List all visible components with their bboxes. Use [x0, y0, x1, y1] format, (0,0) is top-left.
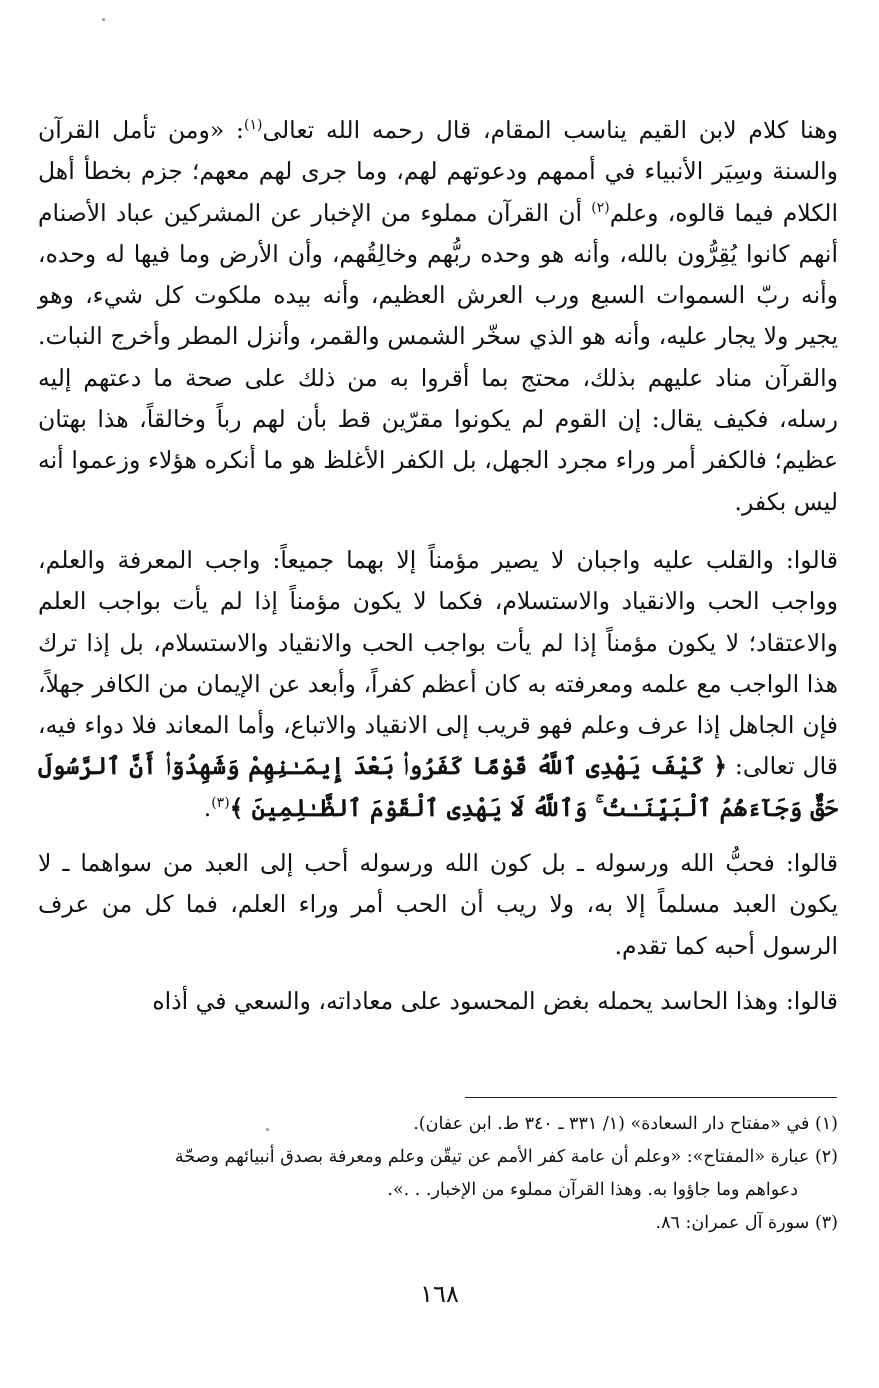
footnote-text: سورة آل عمران: ٨٦.	[655, 1213, 810, 1233]
paragraph-text: أن القرآن مملوء من الإخبار عن المشركين عباد الأصنام أنهم كانوا يُقِرُّون بالله، وأنه هو وحده ربُّهم وخالِقُهم، وأن الأرض وما فيها له وحده، وأنه ربّ السموات السبع ورب العرش العظيم، وأنه بيده ملكوت كل شيء، وهو يجير ولا يجار عليه، وأنه هو الذي سخّر الشمس والقمر، وأنزل المطر وأخرج النبات. والقرآن مناد عليهم بذلك، محتج بما أقروا به من ذلك على صحة ما دعتهم إليه رسله، فكيف يقال: إن القوم لم يكونوا مقرّين قط بأن لهم رباً وخالقاً، هذا بهتان عظيم؛ فالكفر أمر وراء مجرد الجهل، بل الكفر الأغلظ هو ما أنكره هؤلاء وزعموا أنه ليس بكفر.	[38, 198, 838, 516]
footnote-reference: (٢)	[591, 199, 610, 216]
footnotes	[38, 1108, 838, 1240]
quran-verse: ﴿ كَيْفَ يَهْدِى ٱللَّهُ قَوْمًا كَفَرُوا۟ بَعْدَ إِيمَـٰنِهِمْ وَشَهِدُوٓا۟ أَنَّ ٱلرَّسُولَ حَقٌّ وَجَآءَهُمُ ٱلْبَيِّنَـٰتُ ۚ وَٱللَّهُ لَا يَهْدِى ٱلْقَوْمَ ٱلظَّـٰلِمِينَ ﴾	[38, 752, 838, 822]
paragraph-text: وهنا كلام لابن القيم يناسب المقام، قال رحمه الله تعالى	[262, 116, 838, 144]
page-number: ١٦٨	[420, 1280, 459, 1308]
paragraph	[38, 843, 838, 967]
footnote-reference: (١)	[243, 117, 263, 134]
footnote-marker: (٣)	[814, 1213, 838, 1233]
paragraph	[38, 540, 838, 829]
footnote-2-continuation	[38, 1174, 838, 1207]
footnote-text: عبارة «المفتاح»: «وعلم أن عامة كفر الأمم عن تيقّن وعلم ومعرفة بصدق أنبيائهم وصحّة	[174, 1147, 810, 1167]
footnote-3	[38, 1207, 838, 1240]
paragraph	[38, 981, 838, 1022]
footnote-1	[38, 1108, 838, 1141]
paragraph-text: قالوا: وهذا الحاسد يحمله بغض المحسود على معاداته، والسعي في أذاه	[152, 986, 838, 1015]
footnote-text: دعواهم وما جاؤوا به. وهذا القرآن مملوء من الإخبار. . .».	[387, 1180, 798, 1200]
footnote-2	[38, 1141, 838, 1174]
paragraph-text: .	[203, 793, 212, 822]
footnote-marker: (٢)	[814, 1147, 838, 1167]
paragraph-text: قالوا: فحبُّ الله ورسوله ـ بل كون الله ورسوله أحب إلى العبد من سواهما ـ لا يكون العبد مسلماً إلا به، ولا ريب أن الحب أمر وراء العلم، فما كل من عرف الرسول أحبه كما تقدم.	[38, 849, 838, 960]
paragraph-text: : «ومن تأمل القرآن والسنة وسِيَر الأنبياء في أممهم ودعوتهم لهم، وما جرى لهم معهم؛ جزم بخطأ أهل الكلام فيما قالوه، وعلم	[38, 116, 838, 227]
footnote-marker: (١)	[814, 1114, 838, 1134]
scan-speck	[102, 18, 105, 21]
footnote-separator	[465, 1097, 837, 1098]
paragraph	[38, 110, 838, 523]
paragraph-text: قالوا: والقلب عليه واجبان لا يصير مؤمناً إلا بهما جميعاً: واجب المعرفة والعلم، وواجب الحب والانقياد والاستسلام، فكما لا يكون مؤمناً إذا لم يأت بواجب العلم والاعتقاد؛ لا يكون مؤمناً إذا لم يأت بواجب الحب والانقياد والاستسلام، بل إذا ترك هذا الواجب مع علمه ومعرفته به كان أعظم كفراً، وأبعد عن الإيمان من الكافر جهلاً، فإن الجاهل إذا عرف وعلم فهو قريب إلى الانقياد والاتباع، وأما المعاند فلا دواء فيه، قال تعالى:	[38, 545, 838, 781]
footnote-text: في «مفتاح دار السعادة» (١/ ٣٣١ ـ ٣٤٠ ط. ابن عفان).	[413, 1114, 810, 1134]
page-body	[38, 110, 838, 1022]
footnote-reference: (٣)	[211, 794, 230, 811]
